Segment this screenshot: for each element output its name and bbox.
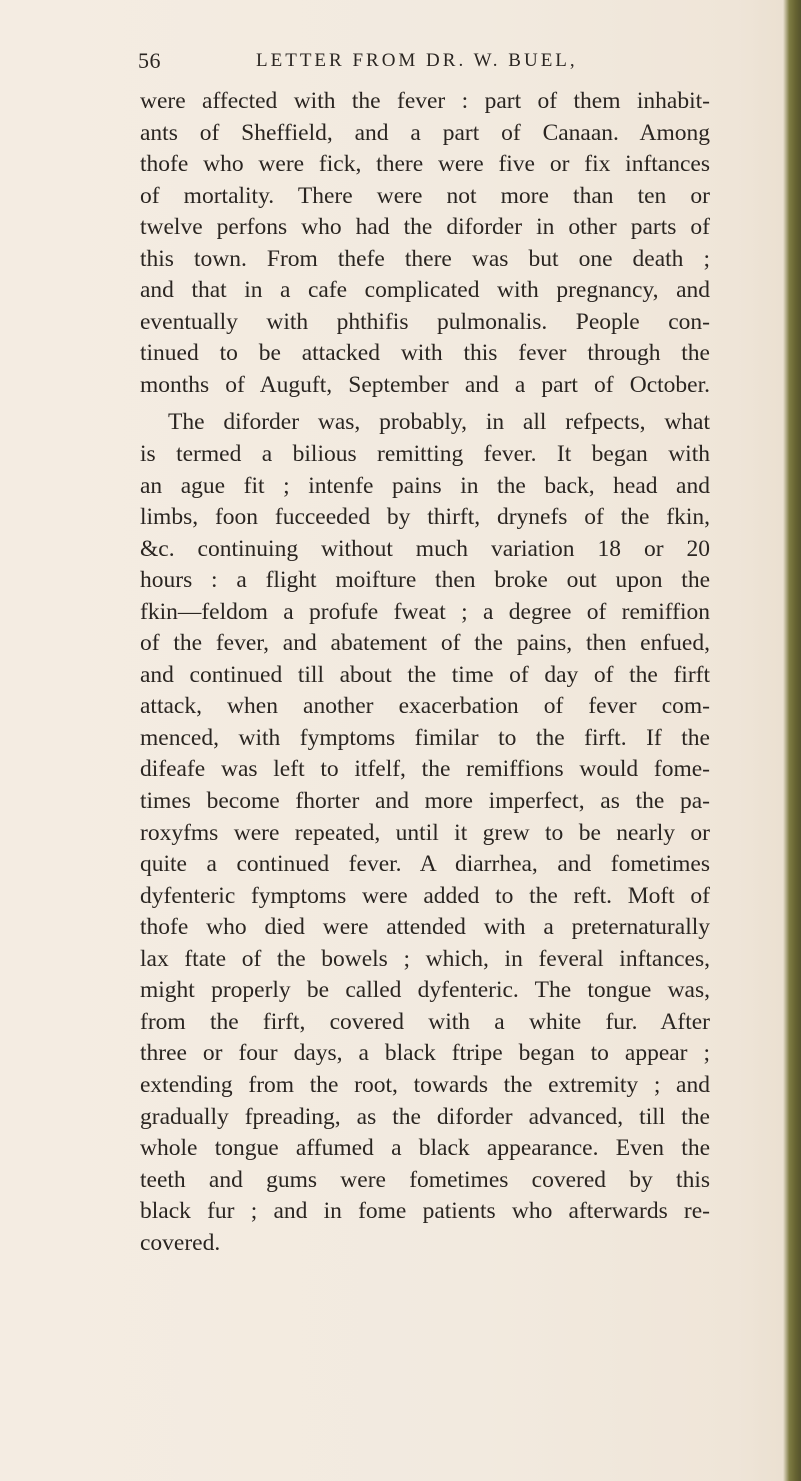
text-line: fkin—feldom a profufe fweat ; a degree of remiffion — [140, 598, 710, 625]
page-edge — [783, 0, 801, 1481]
text-line: whole tongue affumed a black appearance. Even the — [140, 1135, 710, 1162]
text-line: months of Auguft, September and a part of October. — [140, 371, 710, 398]
text-line: roxyfms were repeated, until it grew to be nearly or — [140, 819, 710, 846]
text-line: lax ftate of the bowels ; which, in feveral inftances, — [140, 945, 710, 972]
text-line: of mortality. There were not more than ten or — [140, 182, 710, 209]
page-number: 56 — [138, 48, 161, 73]
text-line: extending from the root, towards the extremity ; and — [140, 1071, 710, 1098]
text-line: and that in a cafe complicated with pregnancy, and — [140, 277, 710, 304]
text-line: black fur ; and in fome patients who afterwards re- — [140, 1198, 710, 1225]
text-line: were affected with the fever : part of them inhabit- — [140, 88, 710, 114]
text-line: this town. From thefe there was but one death ; — [140, 245, 710, 272]
text-line: dyfenteric fymptoms were added to the reft. Moft of — [140, 882, 710, 909]
text-line: might properly be called dyfenteric. The tongue was, — [140, 977, 710, 1004]
text-line: is termed a bilious remitting fever. It began with — [140, 441, 710, 468]
running-head: LETTER FROM DR. W. BUEL, — [256, 50, 578, 71]
text-line: covered. — [140, 1229, 221, 1256]
paragraph-2 — [140, 407, 710, 1259]
text-line: eventually with phthifis pulmonalis. People con- — [140, 308, 710, 335]
text-line: three or four days, a black ftripe began to appear ; — [140, 1040, 710, 1067]
paragraph-1 — [140, 86, 710, 401]
text-line: difeafe was left to itfelf, the remiffions would fome- — [140, 756, 710, 783]
text-line: hours : a flight moifture then broke out upon the — [140, 567, 710, 594]
text-line: thofe who died were attended with a preternaturally — [140, 914, 710, 941]
text-line: twelve perfons who had the diforder in other parts of — [140, 214, 710, 241]
text-line: &c. continuing without much variation 18 or 20 — [140, 535, 710, 562]
text-line: limbs, foon fucceeded by thirft, drynefs of the fkin, — [140, 504, 710, 531]
text-line: attack, when another exacerbation of fever com- — [140, 693, 710, 720]
text-line: from the firft, covered with a white fur. After — [140, 1008, 710, 1035]
text-line: thofe who were fick, there were five or fix inftances — [140, 151, 710, 178]
page-header — [138, 48, 708, 78]
text-line: teeth and gums were fometimes covered by this — [140, 1166, 710, 1193]
text-line: of the fever, and abatement of the pains, then enfued, — [140, 630, 710, 657]
text-line: an ague fit ; intenfe pains in the back, head and — [140, 472, 710, 499]
text-line: The diforder was, probably, in all refpects, what — [168, 409, 710, 436]
text-line: and continued till about the time of day of the firft — [140, 661, 710, 688]
text-line: tinued to be attacked with this fever through the — [140, 340, 710, 367]
text-line: ants of Sheffield, and a part of Canaan. Among — [140, 119, 710, 146]
text-line: menced, with fymptoms fimilar to the firft. If the — [140, 724, 710, 751]
text-line: quite a continued fever. A diarrhea, and fometimes — [140, 851, 710, 878]
text-line: gradually fpreading, as the diforder advanced, till the — [140, 1103, 710, 1130]
text-line: times become fhorter and more imperfect, as the pa- — [140, 788, 710, 815]
body-text — [140, 86, 710, 1259]
